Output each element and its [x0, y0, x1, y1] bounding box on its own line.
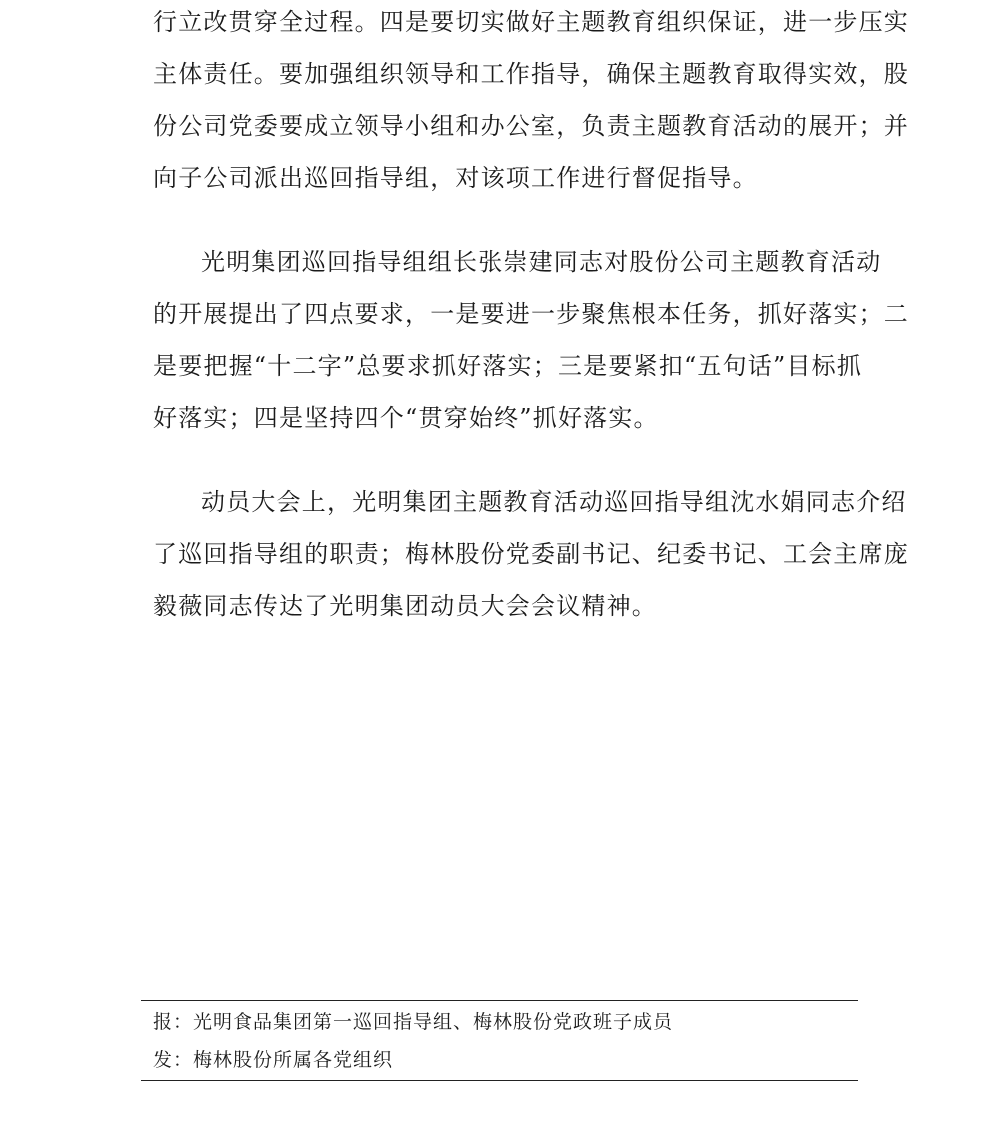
text-line: 光明集团巡回指导组组长张崇建同志对股份公司主题教育活动 — [201, 248, 882, 276]
distribution-top-rule — [141, 1000, 858, 1001]
send-to-line: 发：梅林股份所属各党组织 — [153, 1049, 394, 1071]
report-to-line: 报：光明食品集团第一巡回指导组、梅林股份党政班子成员 — [153, 1011, 674, 1033]
text-line: 了巡回指导组的职责；梅林股份党委副书记、纪委书记、工会主席庞 — [153, 540, 909, 568]
text-line: 份公司党委要成立领导小组和办公室，负责主题教育活动的展开；并 — [153, 112, 909, 140]
text-line: 的开展提出了四点要求，一是要进一步聚焦根本任务，抓好落实；二 — [153, 300, 909, 328]
text-line: 动员大会上，光明集团主题教育活动巡回指导组沈水娟同志介绍 — [201, 488, 907, 516]
distribution-bottom-rule — [141, 1080, 858, 1081]
text-line: 向子公司派出巡回指导组，对该项工作进行督促指导。 — [153, 164, 758, 192]
text-line: 好落实；四是坚持四个“贯穿始终”抓好落实。 — [153, 404, 659, 432]
text-line: 是要把握“十二字”总要求抓好落实；三是要紧扣“五句话”目标抓 — [153, 352, 863, 380]
text-line: 行立改贯穿全过程。四是要切实做好主题教育组织保证，进一步压实 — [153, 8, 909, 36]
text-line: 主体责任。要加强组织领导和工作指导，确保主题教育取得实效，股 — [153, 60, 909, 88]
text-line: 毅薇同志传达了光明集团动员大会会议精神。 — [153, 592, 657, 620]
